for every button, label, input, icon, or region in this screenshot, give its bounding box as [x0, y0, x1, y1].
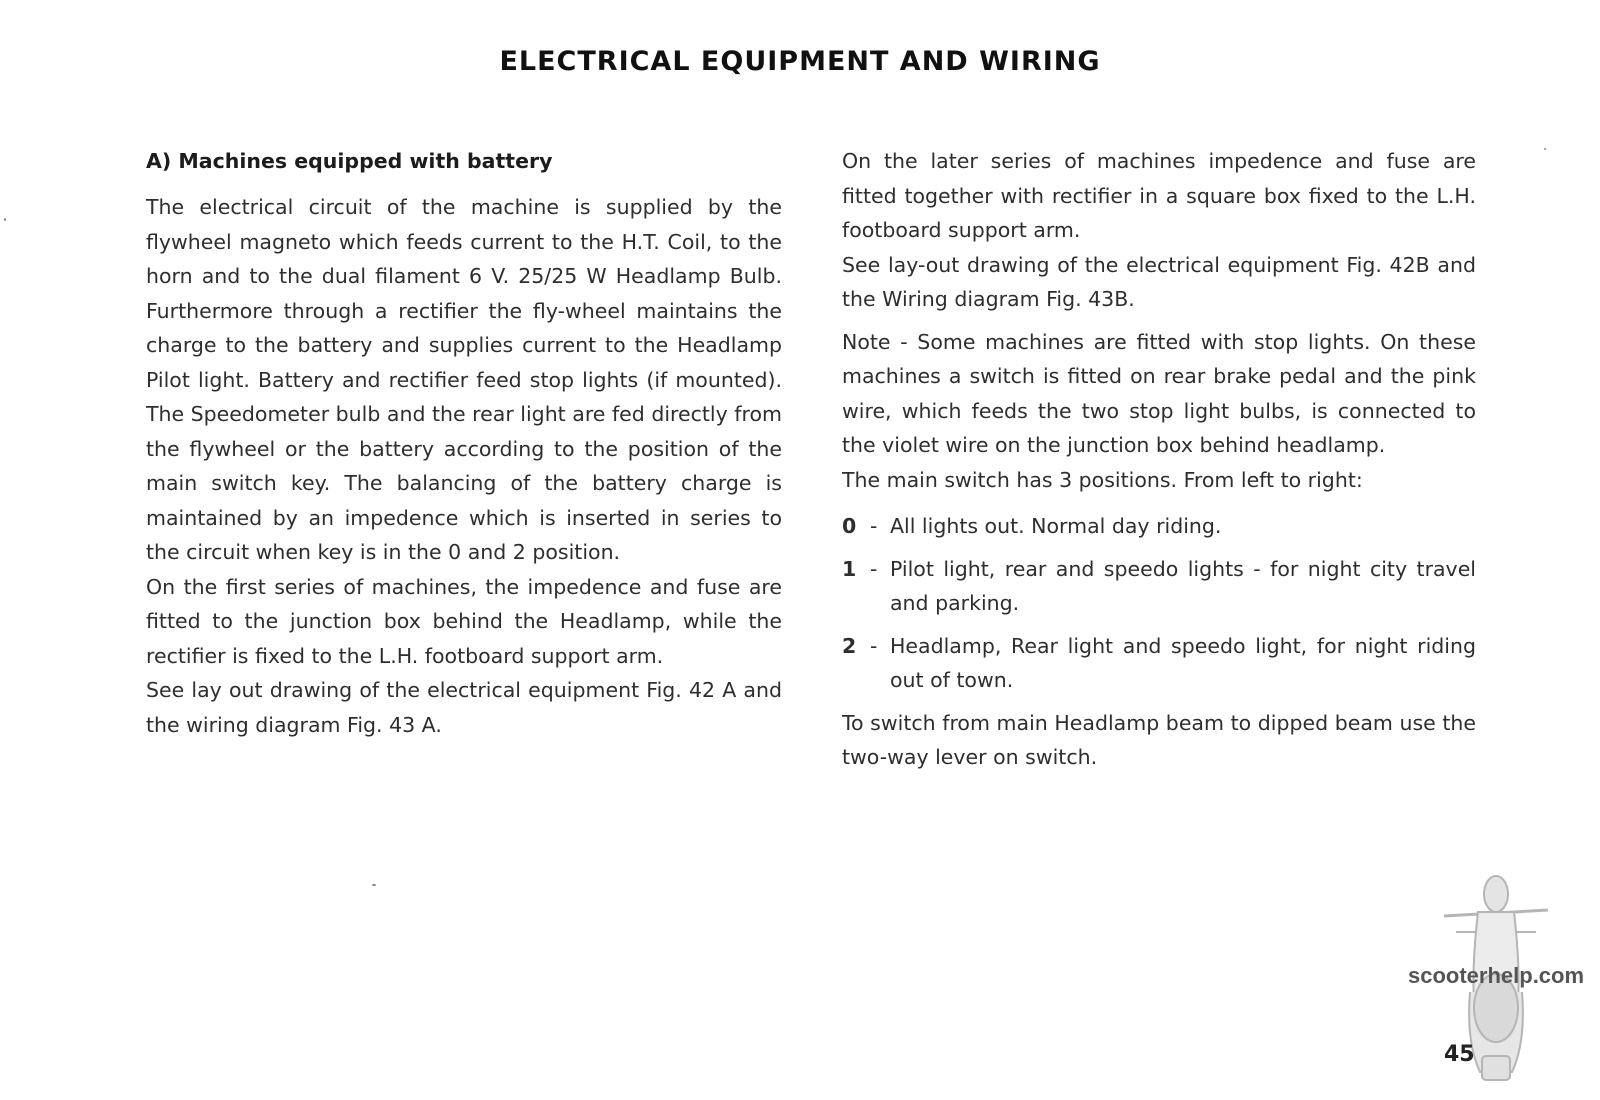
list-dash: -	[870, 633, 878, 658]
switch-position-text: All lights out. Normal day riding.	[890, 514, 1222, 538]
paragraph: On the later series of machines impedence and fuse are fitted together with rectifier in a square box fixed to the L.H. footboard support arm.	[842, 149, 1476, 242]
switch-position-item	[842, 629, 1476, 698]
left-column	[146, 144, 782, 742]
list-dash: -	[870, 514, 878, 538]
paragraph: See lay-out drawing of the electrical equipment Fig. 42B and the Wiring diagram Fig. 43B.	[842, 252, 1476, 311]
scan-speck	[372, 884, 376, 886]
scan-speck	[1544, 148, 1546, 150]
scan-speck	[4, 218, 6, 221]
paragraph: See lay out drawing of the electrical equipment Fig. 42 A and the wiring diagram Fig. 43 A.	[146, 678, 782, 737]
right-column	[842, 144, 1476, 775]
paragraph: On the first series of machines, the impedence and fuse are fitted to the junction box behind the Headlamp, while the rectifier is fixed to the L.H. footboard support arm.	[146, 574, 782, 668]
paragraph: The main switch has 3 positions. From left to right:	[842, 467, 1363, 492]
page-number: 45	[1444, 1042, 1475, 1067]
list-dash: -	[870, 556, 878, 581]
note-paragraph: Note - Some machines are fitted with stop lights. On these machines a switch is fitted on rear brake pedal and the pink wire, which feeds the two stop light bulbs, is connected to the violet wire on the junction box behind headlamp.	[842, 329, 1476, 457]
switch-position-number: 2	[842, 633, 857, 658]
page-title: ELECTRICAL EQUIPMENT AND WIRING	[499, 46, 1101, 77]
switch-position-text: Pilot light, rear and speedo lights - for night city travel and parking.	[890, 556, 1476, 615]
switch-position-number: 1	[842, 556, 857, 581]
switch-position-item	[842, 509, 1476, 544]
paragraph: The electrical circuit of the machine is supplied by the flywheel magneto which feeds current to the H.T. Coil, to the horn and to the dual filament 6 V. 25/25 W Headlamp Bulb. Furthermore through a rectifier the fly-wheel maintains the charge to the battery and supplies current to the Headlamp Pilot light. Battery and rectifier feed stop lights (if mounted). The Speedometer bulb and the rear light are fed directly from the flywheel or the battery according to the position of the main switch key. The balancing of the battery charge is maintained by an impedence which is inserted in series to the circuit when key is in the 0 and 2 position.	[146, 195, 782, 564]
section-heading: A) Machines equipped with battery	[146, 149, 553, 173]
switch-position-text: Headlamp, Rear light and speedo light, for night riding out of town.	[890, 633, 1476, 692]
switch-position-item	[842, 552, 1476, 621]
switch-position-number: 0	[842, 514, 857, 538]
closing-paragraph: To switch from main Headlamp beam to dipped beam use the two-way lever on switch.	[842, 710, 1476, 769]
watermark: scooterhelp.com	[1408, 963, 1585, 988]
